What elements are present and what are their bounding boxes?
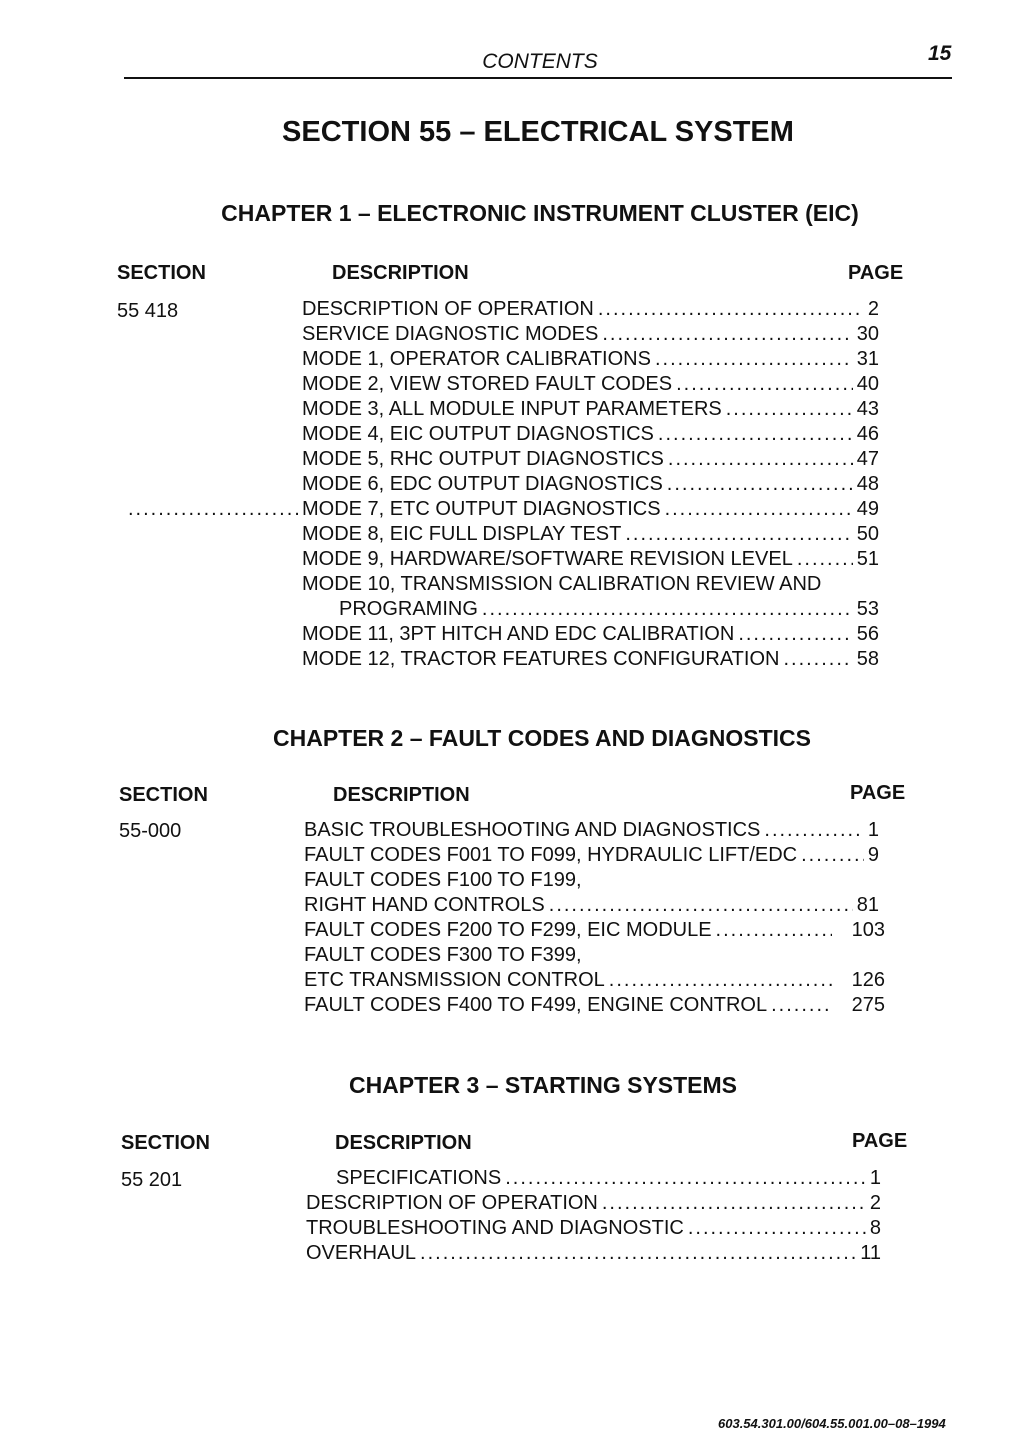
- toc-entry-description: ETC TRANSMISSION CONTROL: [304, 969, 605, 991]
- dot-leader: [738, 622, 852, 646]
- toc-entry-page: 30: [856, 323, 879, 345]
- toc-entry-page: 46: [856, 423, 879, 445]
- section-dot-leader: [128, 497, 300, 521]
- toc-entry[interactable]: [302, 472, 879, 496]
- chapter-2-title: CHAPTER 2 – FAULT CODES AND DIAGNOSTICS: [273, 725, 811, 751]
- toc-entry[interactable]: [306, 1191, 881, 1215]
- toc-entry[interactable]: [304, 943, 879, 967]
- dot-leader: [658, 422, 853, 446]
- toc-entry-page: 9: [867, 844, 879, 866]
- toc-entry-page: 51: [856, 548, 879, 570]
- chapter-2-section-number: 55-000: [119, 820, 182, 842]
- toc-entry-description: TROUBLESHOOTING AND DIAGNOSTIC: [306, 1217, 684, 1239]
- toc-entry-page: 2: [869, 1192, 881, 1214]
- toc-entry-description: FAULT CODES F400 TO F499, ENGINE CONTROL: [304, 994, 768, 1016]
- toc-entry-page: 103: [851, 919, 885, 941]
- dot-leader: [688, 1216, 866, 1240]
- toc-entry[interactable]: [302, 572, 879, 596]
- toc-entry-page: 275: [851, 994, 885, 1016]
- toc-entry[interactable]: [336, 1166, 881, 1190]
- toc-entry[interactable]: [304, 993, 885, 1017]
- dot-leader: [667, 472, 853, 496]
- page-number: 15: [928, 42, 952, 65]
- toc-entry[interactable]: [302, 447, 879, 471]
- toc-entry-description: MODE 6, EDC OUTPUT DIAGNOSTICS: [302, 473, 663, 495]
- dot-leader: [655, 347, 853, 371]
- dot-leader: [726, 397, 853, 421]
- toc-entry-description: SPECIFICATIONS: [336, 1167, 502, 1189]
- toc-entry-description: MODE 3, ALL MODULE INPUT PARAMETERS: [302, 398, 722, 420]
- dot-leader: [609, 968, 832, 992]
- toc-entry-description: MODE 9, HARDWARE/SOFTWARE REVISION LEVEL: [302, 548, 793, 570]
- dot-leader: [716, 918, 832, 942]
- toc-entry-page: 31: [856, 348, 879, 370]
- description-column-header: DESCRIPTION: [335, 1132, 472, 1154]
- toc-entry-description: PROGRAMING: [339, 598, 478, 620]
- toc-entry-page: 49: [856, 498, 879, 520]
- description-column-header: DESCRIPTION: [333, 784, 470, 806]
- page-column-header: PAGE: [852, 1130, 908, 1152]
- toc-entry-page: 47: [856, 448, 879, 470]
- description-column-header: DESCRIPTION: [332, 262, 469, 284]
- toc-entry[interactable]: [304, 918, 885, 942]
- toc-entry-description: DESCRIPTION OF OPERATION: [306, 1192, 598, 1214]
- running-header: CONTENTS: [482, 50, 598, 73]
- toc-entry-page: 1: [867, 819, 879, 841]
- dot-leader: [505, 1166, 866, 1190]
- toc-entry-page: 11: [860, 1242, 881, 1264]
- dot-leader: [676, 372, 853, 396]
- toc-entry[interactable]: [306, 1241, 881, 1265]
- dot-leader: [549, 893, 853, 917]
- toc-entry-description: RIGHT HAND CONTROLS: [304, 894, 545, 916]
- toc-entry-page: 40: [856, 373, 879, 395]
- section-title: SECTION 55 – ELECTRICAL SYSTEM: [282, 116, 794, 148]
- toc-entry-page: 2: [867, 298, 879, 320]
- toc-entry[interactable]: [304, 868, 879, 892]
- page-column-header: PAGE: [848, 262, 904, 284]
- toc-entry-page: 8: [869, 1217, 881, 1239]
- toc-entry[interactable]: [302, 522, 879, 546]
- toc-entry-page: 48: [856, 473, 879, 495]
- toc-entry-description: BASIC TROUBLESHOOTING AND DIAGNOSTICS: [304, 819, 761, 841]
- chapter-3-section-number: 55 201: [121, 1169, 183, 1191]
- dot-leader: [420, 1241, 856, 1265]
- toc-entry-description: MODE 1, OPERATOR CALIBRATIONS: [302, 348, 651, 370]
- toc-entry[interactable]: [302, 647, 879, 671]
- toc-entry[interactable]: [302, 372, 879, 396]
- toc-entry[interactable]: [302, 397, 879, 421]
- toc-entry-page: 50: [856, 523, 879, 545]
- toc-entry-page: 56: [856, 623, 879, 645]
- toc-entry[interactable]: [304, 843, 879, 867]
- toc-entry[interactable]: [302, 622, 879, 646]
- toc-entry-description: MODE 2, VIEW STORED FAULT CODES: [302, 373, 673, 395]
- section-column-header: SECTION: [119, 784, 208, 806]
- toc-entry-page: 81: [856, 894, 879, 916]
- toc-entry-description: DESCRIPTION OF OPERATION: [302, 298, 594, 320]
- toc-entry[interactable]: [302, 297, 879, 321]
- toc-entry-page: 1: [869, 1167, 881, 1189]
- toc-entry-description: FAULT CODES F100 TO F199,: [304, 869, 582, 891]
- toc-entry-page: 43: [856, 398, 879, 420]
- toc-entry-description: MODE 7, ETC OUTPUT DIAGNOSTICS: [302, 498, 661, 520]
- toc-entry-description: MODE 10, TRANSMISSION CALIBRATION REVIEW AND: [302, 573, 822, 595]
- toc-entry[interactable]: [304, 968, 885, 992]
- dot-leader: [598, 297, 864, 321]
- toc-entry-description: MODE 4, EIC OUTPUT DIAGNOSTICS: [302, 423, 654, 445]
- toc-entry-description: SERVICE DIAGNOSTIC MODES: [302, 323, 599, 345]
- toc-entry-description: MODE 5, RHC OUTPUT DIAGNOSTICS: [302, 448, 664, 470]
- toc-entry-description: FAULT CODES F200 TO F299, EIC MODULE: [304, 919, 712, 941]
- toc-entry[interactable]: [302, 322, 879, 346]
- toc-entry-description: MODE 11, 3PT HITCH AND EDC CALIBRATION: [302, 623, 735, 645]
- toc-entry[interactable]: [302, 422, 879, 446]
- dot-leader: [482, 597, 853, 621]
- section-column-header: SECTION: [121, 1132, 210, 1154]
- toc-entry-page: 58: [856, 648, 879, 670]
- toc-entry-description: FAULT CODES F300 TO F399,: [304, 944, 582, 966]
- toc-entry-page: 53: [856, 598, 879, 620]
- toc-entry[interactable]: [302, 547, 879, 571]
- chapter-3-title: CHAPTER 3 – STARTING SYSTEMS: [348, 1072, 738, 1098]
- toc-entry-description: MODE 8, EIC FULL DISPLAY TEST: [302, 523, 622, 545]
- toc-entry[interactable]: [306, 1216, 881, 1240]
- header-rule: [124, 77, 952, 79]
- dot-leader: [801, 843, 864, 867]
- toc-entry-page: 126: [851, 969, 885, 991]
- dot-leader: [797, 547, 853, 571]
- dot-leader: [668, 447, 853, 471]
- toc-entry-description: FAULT CODES F001 TO F099, HYDRAULIC LIFT/EDC: [304, 844, 798, 866]
- toc-entry[interactable]: [339, 597, 879, 621]
- chapter-1-title: CHAPTER 1 – ELECTRONIC INSTRUMENT CLUSTER (EIC): [221, 200, 859, 226]
- toc-entry[interactable]: [304, 893, 879, 917]
- dot-leader: [764, 818, 863, 842]
- toc-entry[interactable]: [302, 347, 879, 371]
- dot-leader: [665, 497, 853, 521]
- toc-entry[interactable]: [304, 818, 879, 842]
- dot-leader: [783, 647, 852, 671]
- toc-entry-description: MODE 12, TRACTOR FEATURES CONFIGURATION: [302, 648, 780, 670]
- dot-leader: [602, 1191, 866, 1215]
- dot-leader: [602, 322, 852, 346]
- section-column-header: SECTION: [117, 262, 206, 284]
- dot-leader: [771, 993, 832, 1017]
- document-reference-footer: 603.54.301.00/604.55.001.00–08–1994: [718, 1416, 946, 1431]
- chapter-1-section-number: 55 418: [117, 300, 179, 322]
- toc-entry[interactable]: [302, 497, 879, 521]
- toc-entry-description: OVERHAUL: [306, 1242, 417, 1264]
- dot-leader: [625, 522, 852, 546]
- page-column-header: PAGE: [850, 782, 906, 804]
